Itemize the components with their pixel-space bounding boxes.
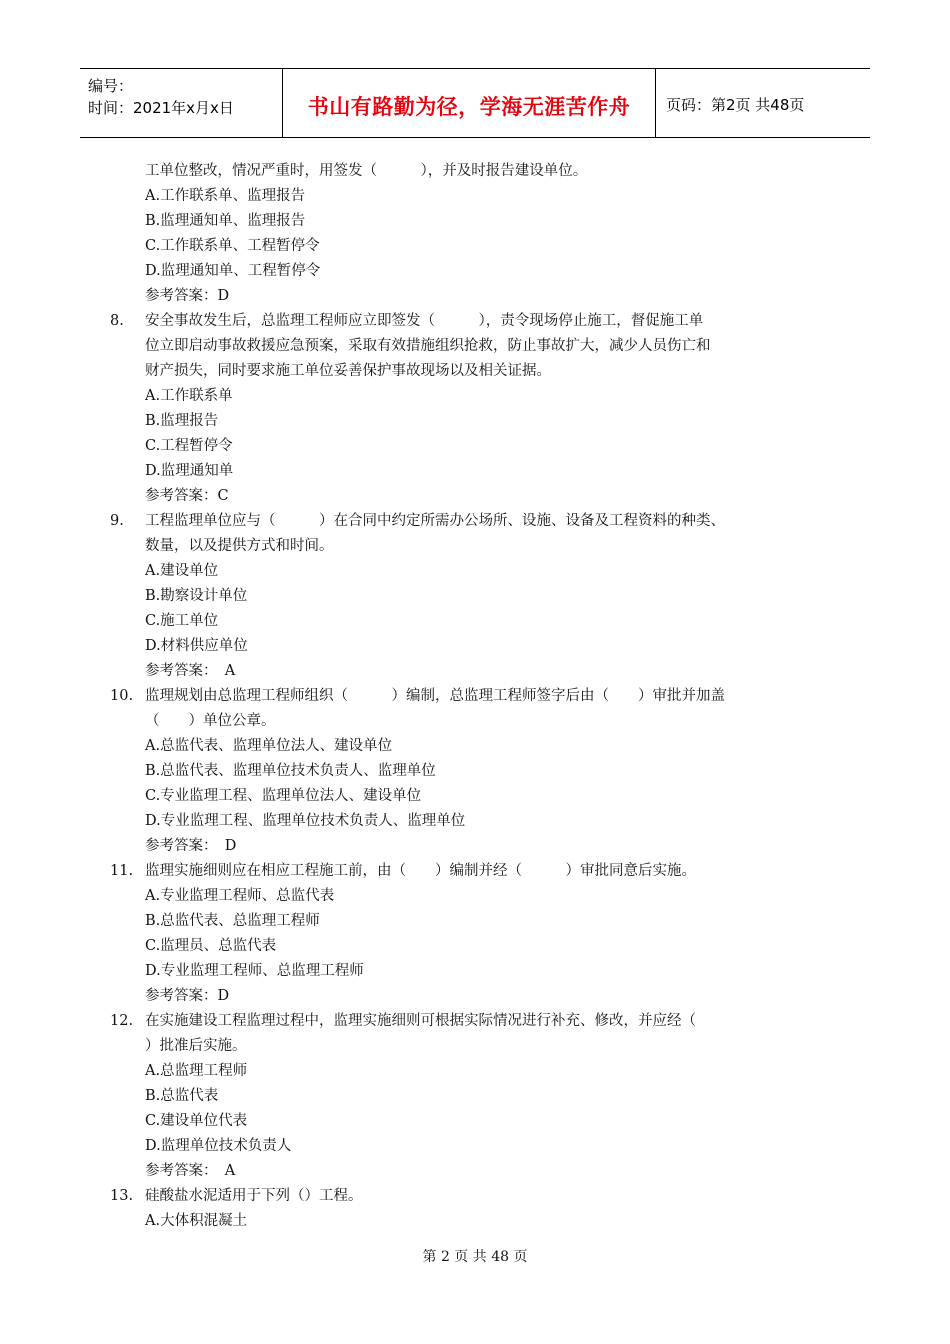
question-option: B.总监代表 [145, 1088, 219, 1104]
fragment-option: D.监理通知单、工程暂停令 [145, 263, 321, 279]
question-text: （ ）单位公章。 [145, 713, 276, 729]
question-option: D.专业监理工程、监理单位技术负责人、监理单位 [145, 813, 466, 829]
question-text: 安全事故发生后，总监理工程师应立即签发（ ），责令现场停止施工，督促施工单 [145, 313, 704, 329]
question-option: A.大体积混凝土 [145, 1213, 248, 1229]
header-motto-cell [283, 69, 656, 137]
document-date-label: 时间：2021年x月x日 [88, 99, 234, 117]
question-answer: 参考答案： D [145, 838, 237, 854]
question-option: A.建设单位 [145, 563, 219, 579]
question-option: A.工作联系单 [145, 388, 233, 404]
question-option: A.专业监理工程师、总监代表 [145, 888, 335, 904]
question-option: C.专业监理工程、监理单位法人、建设单位 [145, 788, 422, 804]
question-text: 硅酸盐水泥适用于下列（）工程。 [145, 1188, 363, 1204]
question-option: D.材料供应单位 [145, 638, 248, 654]
question-text: 位立即启动事故救援应急预案，采取有效措施组织抢救，防止事故扩大，减少人员伤亡和 [145, 338, 711, 354]
header-left-cell [80, 69, 283, 137]
page-footer: 第 2 页 共 48 页 [422, 1249, 528, 1265]
header-page-info: 页码：第2页 共48页 [666, 96, 805, 114]
question-option: D.监理单位技术负责人 [145, 1138, 292, 1154]
fragment-option: B.监理通知单、监理报告 [145, 213, 306, 229]
fragment-text: 工单位整改，情况严重时，用签发（ ），并及时报告建设单位。 [145, 163, 588, 179]
question-answer: 参考答案：D [145, 988, 230, 1004]
question-option: A.总监理工程师 [145, 1063, 248, 1079]
question-option: D.监理通知单 [145, 463, 234, 479]
question-number: 10. [110, 688, 134, 704]
question-text: 在实施建设工程监理过程中，监理实施细则可根据实际情况进行补充、修改，并应经（ [145, 1013, 696, 1029]
fragment-option: A.工作联系单、监理报告 [145, 188, 306, 204]
question-option: B.监理报告 [145, 413, 219, 429]
question-text: 监理实施细则应在相应工程施工前，由（ ）编制并经（ ）审批同意后实施。 [145, 863, 696, 879]
question-text: ）批准后实施。 [145, 1038, 247, 1054]
question-text: 工程监理单位应与（ ）在合同中约定所需办公场所、设施、设备及工程资料的种类、 [145, 513, 725, 529]
question-text: 监理规划由总监理工程师组织（ ）编制，总监理工程师签字后由（ ）审批并加盖 [145, 688, 725, 704]
question-number: 12. [110, 1013, 134, 1029]
page-header [80, 68, 870, 138]
question-option: C.监理员、总监代表 [145, 938, 277, 954]
question-answer: 参考答案：C [145, 488, 229, 504]
question-text: 财产损失，同时要求施工单位妥善保护事故现场以及相关证据。 [145, 363, 551, 379]
question-option: D.专业监理工程师、总监理工程师 [145, 963, 364, 979]
question-option: C.工程暂停令 [145, 438, 233, 454]
question-text: 数量，以及提供方式和时间。 [145, 538, 334, 554]
question-option: C.建设单位代表 [145, 1113, 248, 1129]
question-option: B.总监代表、总监理工程师 [145, 913, 320, 929]
question-option: A.总监代表、监理单位法人、建设单位 [145, 738, 393, 754]
document-number-label: 编号： [88, 77, 134, 95]
fragment-option: C.工作联系单、工程暂停令 [145, 238, 320, 254]
question-option: C.施工单位 [145, 613, 219, 629]
header-page-cell [656, 69, 870, 137]
question-number: 11. [110, 863, 134, 879]
question-number: 8. [110, 313, 124, 329]
question-option: B.总监代表、监理单位技术负责人、监理单位 [145, 763, 436, 779]
question-answer: 参考答案： A [145, 1163, 236, 1179]
header-motto: 书山有路勤为径，学海无涯苦作舟 [307, 95, 631, 119]
question-option: B.勘察设计单位 [145, 588, 248, 604]
fragment-answer: 参考答案：D [145, 288, 230, 304]
question-number: 13. [110, 1188, 134, 1204]
question-answer: 参考答案： A [145, 663, 236, 679]
question-number: 9. [110, 513, 124, 529]
